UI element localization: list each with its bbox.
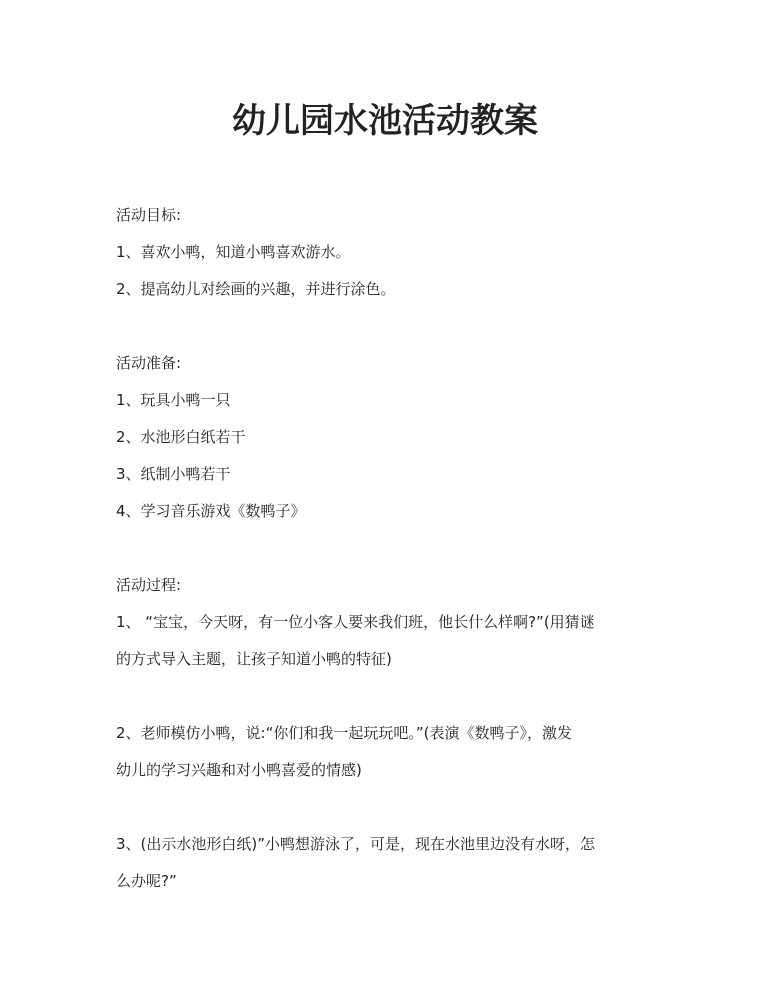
section-heading-preparation: 活动准备:: [116, 354, 182, 372]
preparation-item-3: 3、纸制小鸭若干: [116, 465, 231, 483]
process-step-1-line-2: 的方式导入主题，让孩子知道小鸭的特征): [116, 650, 392, 668]
goal-item-2: 2、提高幼儿对绘画的兴趣，并进行涂色。: [116, 280, 396, 298]
preparation-item-2: 2、水池形白纸若干: [116, 428, 246, 446]
process-step-3-line-1: 3、(出示水池形白纸)”小鸭想游泳了，可是，现在水池里边没有水呀，怎: [116, 835, 596, 853]
document-title: 幼儿园水池活动教案: [232, 101, 538, 141]
preparation-item-1: 1、玩具小鸭一只: [116, 391, 231, 409]
preparation-item-4: 4、学习音乐游戏《数鸭子》: [116, 502, 306, 520]
process-step-1-line-1: 1、 “宝宝，今天呀，有一位小客人要来我们班，他长什么样啊?”(用猜谜: [116, 613, 595, 631]
section-heading-goals: 活动目标:: [116, 206, 182, 224]
process-step-2-line-1: 2、老师模仿小鸭，说:“你们和我一起玩玩吧。”(表演《数鸭子》，激发: [116, 724, 572, 742]
goal-item-1: 1、喜欢小鸭，知道小鸭喜欢游水。: [116, 243, 351, 261]
process-step-3-line-2: 么办呢?”: [116, 872, 177, 890]
process-step-2-line-2: 幼儿的学习兴趣和对小鸭喜爱的情感): [116, 761, 362, 779]
section-heading-process: 活动过程:: [116, 576, 182, 594]
